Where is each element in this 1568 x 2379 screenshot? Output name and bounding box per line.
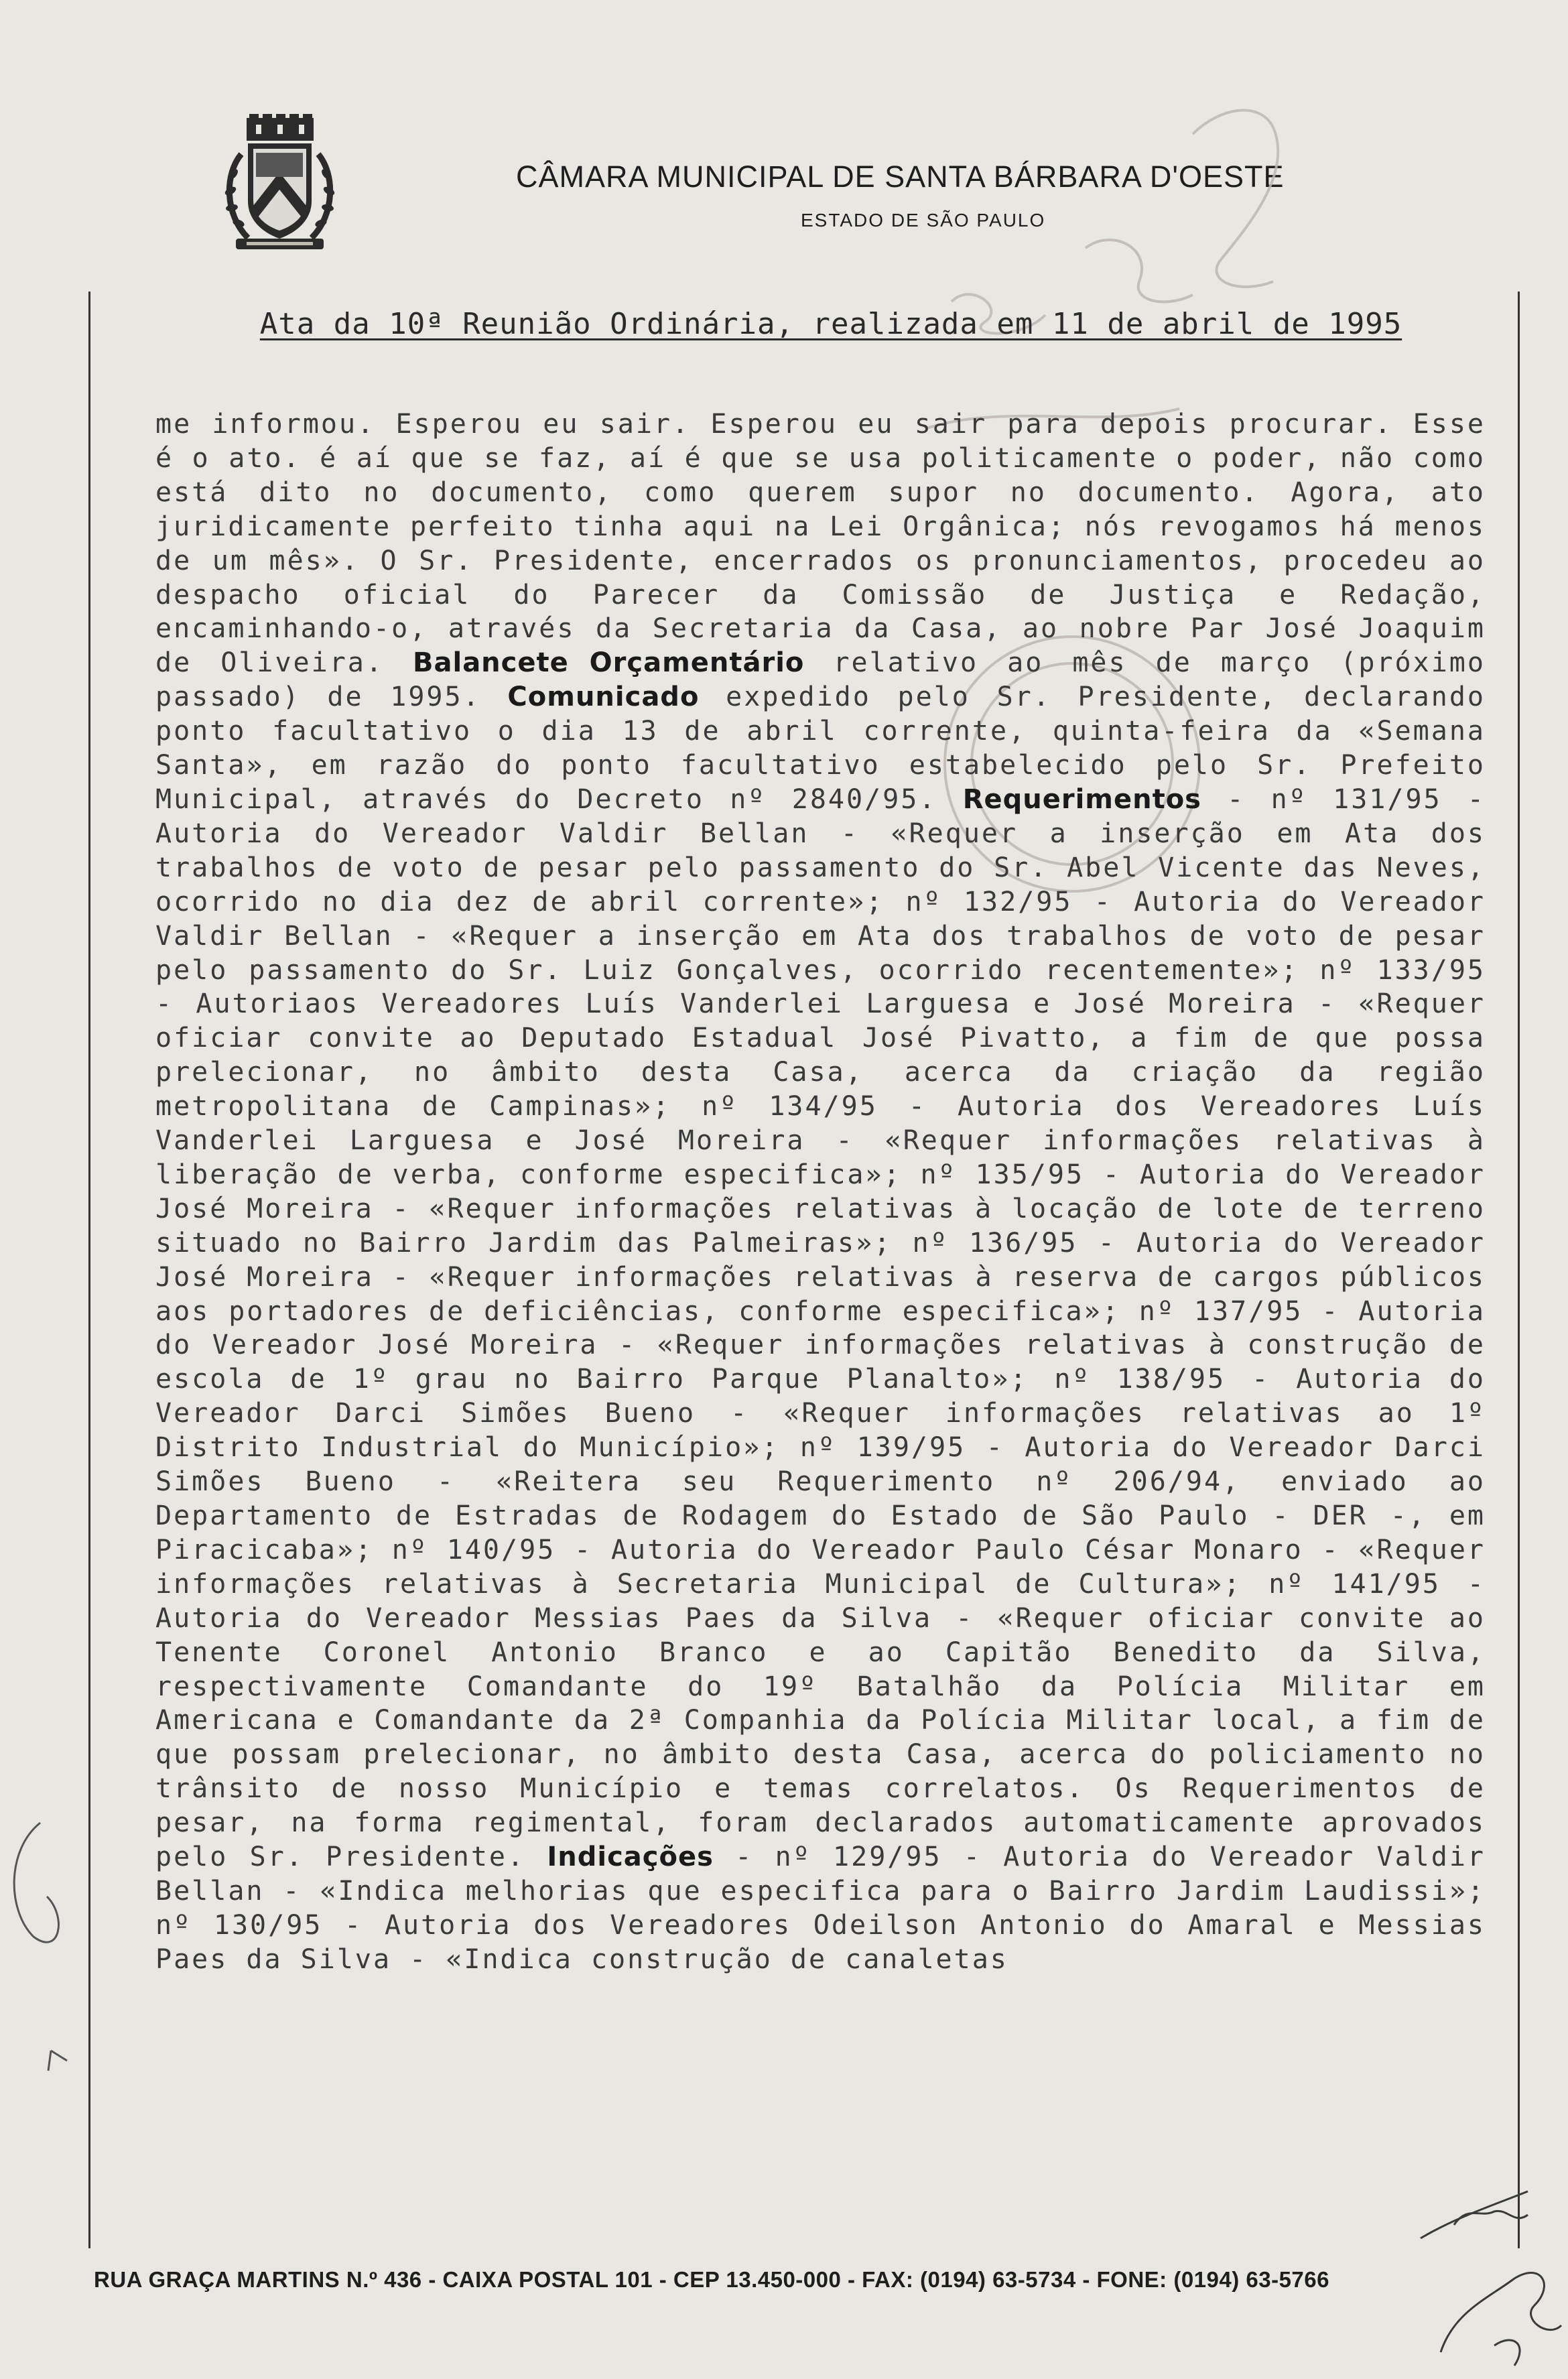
heading-indicacoes: Indicações bbox=[547, 1842, 714, 1873]
footer-address: RUA GRAÇA MARTINS N.º 436 - CAIXA POSTAL 101 - CEP 13.450-000 - FAX: (0194) 63-5734 - FONE: (0194) 63-5766 bbox=[94, 2267, 1329, 2292]
left-margin-rule bbox=[88, 292, 90, 2248]
minutes-body-text bbox=[155, 407, 1486, 1977]
body-text-segment: - nº 129/95 - Autoria do Vereador Valdir Bellan - «Indica melhorias que especifica para o Bairro Jardim Laudissi»; nº 130/95 - Autoria dos Vereadores Odeilson Antonio do Amaral e Messias Paes da Silva - «Indica construção de canaletas bbox=[155, 1842, 1486, 1975]
document-title: Ata da 10ª Reunião Ordinária, realizada em 11 de abril de 1995 bbox=[259, 307, 1402, 341]
right-margin-rule bbox=[1518, 292, 1520, 2248]
body-text-segment: relativo ao mês de março (próximo passado) de 1995. bbox=[155, 647, 1486, 713]
body-text-segment: expedido pelo Sr. Presidente, declarando ponto facultativo o dia 13 de abril corrente, quinta-feira da «Semana Santa», em razão do ponto facultativo estabelecido pelo Sr. Prefeito Municipal, através do Decreto nº 2840/95. bbox=[155, 682, 1486, 815]
state-name: ESTADO DE SÃO PAULO bbox=[801, 210, 1046, 231]
heading-requerimentos: Requerimentos bbox=[962, 783, 1201, 815]
org-name: CÂMARA MUNICIPAL DE SANTA BÁRBARA D'OESTE bbox=[516, 159, 1285, 194]
municipal-crest-icon bbox=[221, 114, 338, 255]
body-text-segment: me informou. Esperou eu sair. Esperou eu sair para depois procurar. Esse é o ato. é aí que se faz, aí é que se usa politicamente o poder, não como está dito no documento, como querem supor no documento. Agora, ato juridicamente perfeito tinha aqui na Lei Orgânica; nós revogamos há menos de um mês». O Sr. Presidente, encerrados os pronunciamentos, procedeu ao despacho oficial do Parecer da Comissão de Justiça e Redação, encaminhando-o, através da Secretaria da Casa, ao nobre Par José Joaquim de Oliveira. bbox=[155, 409, 1486, 679]
margin-handwritten-mark bbox=[0, 1796, 87, 2091]
body-text-segment: - nº 131/95 - Autoria do Vereador Valdir Bellan - «Requer a inserção em Ata dos trabalhos de voto de pesar pelo passamento do Sr. Abel Vicente das Neves, ocorrido no dia dez de abril corrente»; nº 132/95 - Autoria do Vereador Valdir Bellan - «Requer a inserção em Ata dos trabalhos de voto de pesar pelo passamento do Sr. Luiz Gonçalves, ocorrido recentemente»; nº 133/95 - Autoriaos Vereadores Luís Vanderlei Larguesa e José Moreira - «Requer oficiar convite ao Deputado Estadual José Pivatto, a fim de que possa prelecionar, no âmbito desta Casa, acerca da criação da região metropolitana de Campinas»; nº 134/95 - Autoria dos Vereadores Luís Vanderlei Larguesa e José Moreira - «Requer informações relativas à liberação de verba, conforme especifica»; nº 135/95 - Autoria do Vereador José Moreira - «Requer informações relativas à locação de lote de terreno situado no Bairro Jardim das Palmeiras»; nº 136/95 - Autoria do Vereador José Moreira - «Requer informações relativas à reserva de cargos públicos aos portadores de deficiências, conforme especifica»; nº 137/95 - Autoria do Vereador José Moreira - «Requer informações relativas à construção de escola de 1º grau no Bairro Parque Planalto»; nº 138/95 - Autoria do Vereador Darci Simões Bueno - «Requer informações relativas ao 1º Distrito Industrial do Município»; nº 139/95 - Autoria do Vereador Darci Simões Bueno - «Reitera seu Requerimento nº 206/94, enviado ao Departamento de Estradas de Rodagem do Estado de São Paulo - DER -, em Piracicaba»; nº 140/95 - Autoria do Vereador Paulo César Monaro - «Requer informações relativas à Secretaria Municipal de Cultura»; nº 141/95 - Autoria do Vereador Messias Paes da Silva - «Requer oficiar convite ao Tenente Coronel Antonio Branco e ao Capitão Benedito da Silva, respectivamente Comandante do 19º Batalhão da Polícia Militar em Americana e Comandante da 2ª Companhia da Polícia Militar local, a fim de que possam prelecionar, no âmbito desta Casa, acerca do policiamento no trânsito de nosso Município e temas correlatos. Os Requerimentos de pesar, na forma regimental, foram declarados automaticamente aprovados pelo Sr. Presidente. bbox=[155, 783, 1486, 1873]
initials-signature bbox=[1414, 2178, 1568, 2379]
heading-comunicado: Comunicado bbox=[507, 682, 700, 713]
heading-balancete: Balancete Orçamentário bbox=[413, 647, 805, 679]
